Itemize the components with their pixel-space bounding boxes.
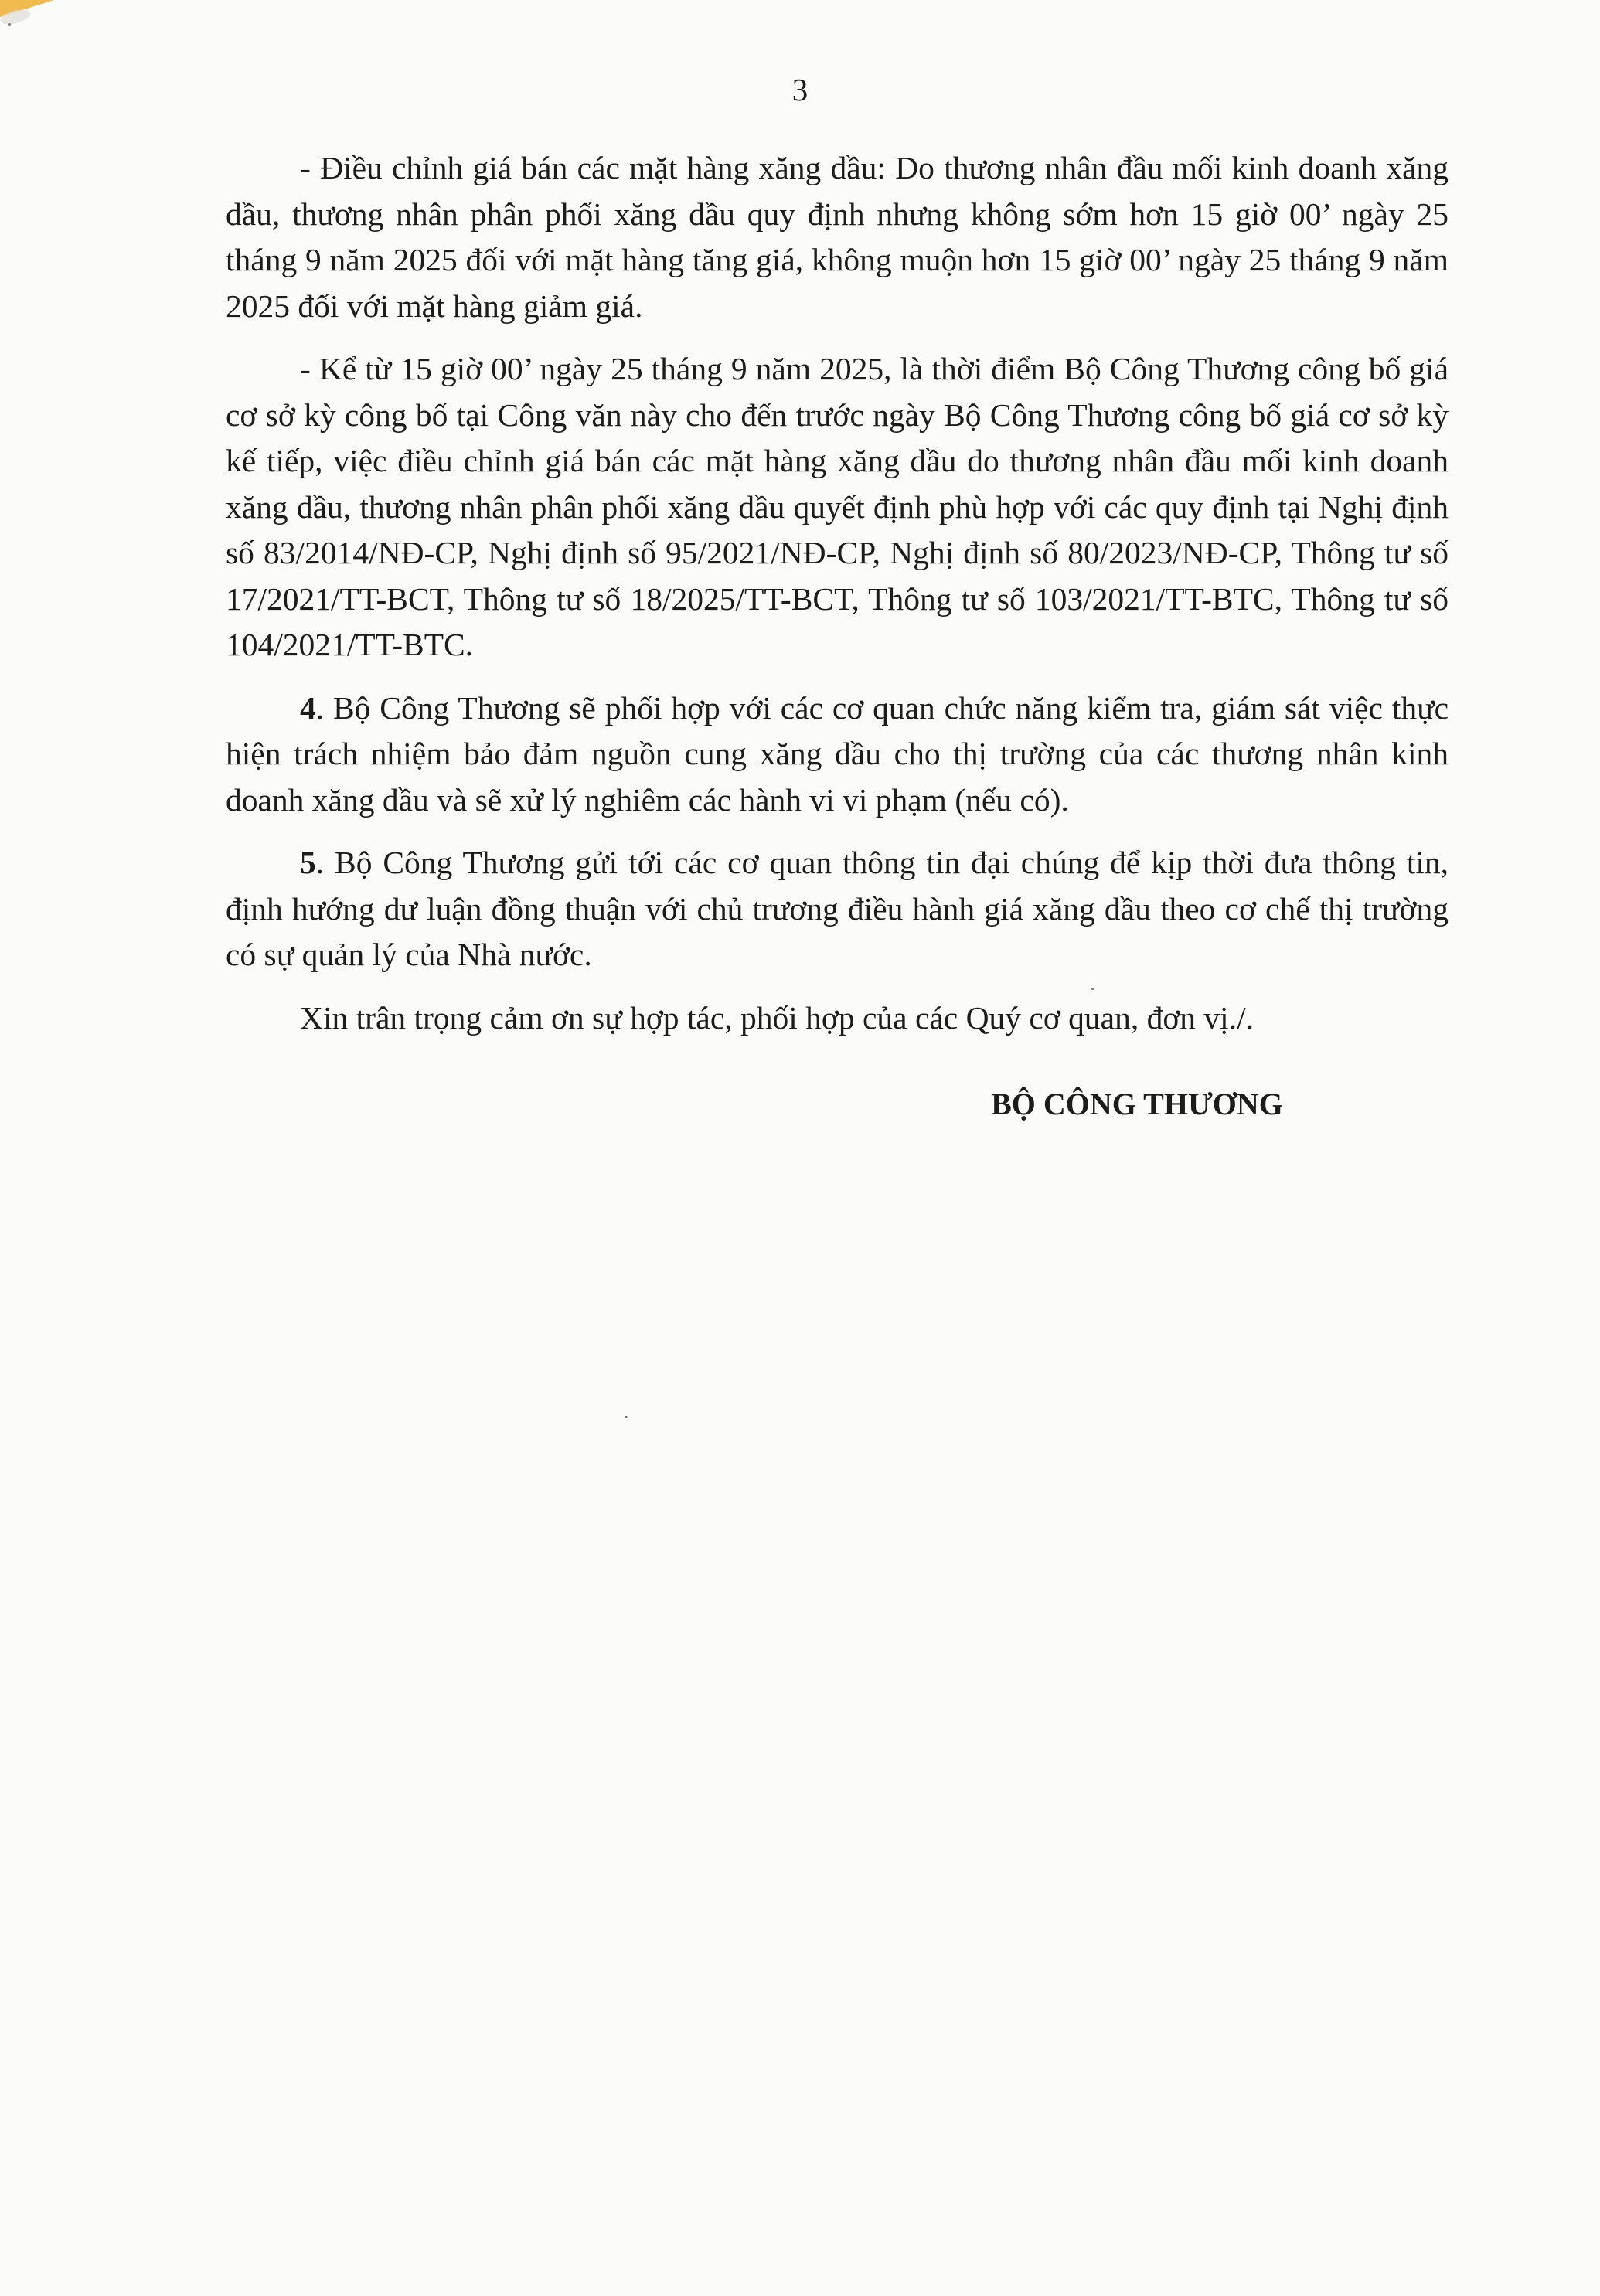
paragraph-text: - Kể từ 15 giờ 00’ ngày 25 tháng 9 năm 2025, là thời điểm Bộ Công Thương công bố giá cơ sở kỳ công bố tại Công văn này cho đến trước ngày Bộ Công Thương công bố giá cơ sở kỳ kế tiếp, việc điều chỉnh giá bán các mặt hàng xăng dầu do thương nhân đầu mối kinh doanh xăng dầu, thương nhân phân phối xăng dầu quyết định phù hợp với các quy định tại Nghị định số 83/2014/NĐ-CP, Nghị định số 95/2021/NĐ-CP, Nghị định số 80/2023/NĐ-CP, Thông tư số 17/2021/TT-BCT, Thông tư số 18/2025/TT-BCT, Thông tư số 103/2021/TT-BTC, Thông tư số 104/2021/TT-BTC. [226,351,1449,662]
paragraph-item-5 [226,840,1449,978]
paragraph-text: . Bộ Công Thương gửi tới các cơ quan thông tin đại chúng để kịp thời đưa thông tin, định hướng dư luận đồng thuận với chủ trương điều hành giá xăng dầu theo cơ chế thị trường có sự quản lý của Nhà nước. [226,845,1449,972]
item-number: 4 [300,689,316,726]
scan-speck [1091,988,1094,990]
paragraph-text: - Điều chỉnh giá bán các mặt hàng xăng dầu: Do thương nhân đầu mối kinh doanh xăng dầu, thương nhân phân phối xăng dầu quy định nhưng không sớm hơn 15 giờ 00’ ngày 25 tháng 9 năm 2025 đối với mặt hàng tăng giá, không muộn hơn 15 giờ 00’ ngày 25 tháng 9 năm 2025 đối với mặt hàng giảm giá. [226,150,1449,324]
document-body [226,145,1449,1058]
paragraph-closing [226,995,1449,1042]
paragraph-item-4 [226,685,1449,824]
paragraph-text: Xin trân trọng cảm ơn sự hợp tác, phối hợp của các Quý cơ quan, đơn vị./. [300,999,1254,1036]
paragraph-price-adjustment-timing [226,145,1449,329]
paragraph-price-adjustment-regulations [226,346,1449,668]
signature-block: BỘ CÔNG THƯƠNG [991,1087,1283,1121]
scan-speck [625,1416,628,1418]
paragraph-text: . Bộ Công Thương sẽ phối hợp với các cơ quan chức năng kiểm tra, giám sát việc thực hiện trách nhiệm bảo đảm nguồn cung xăng dầu cho thị trường của các thương nhân kinh doanh xăng dầu và sẽ xử lý nghiêm các hành vi vi phạm (nếu có). [226,689,1449,818]
scan-speck [8,23,11,26]
page-number: 3 [791,72,809,107]
item-number: 5 [300,845,316,880]
